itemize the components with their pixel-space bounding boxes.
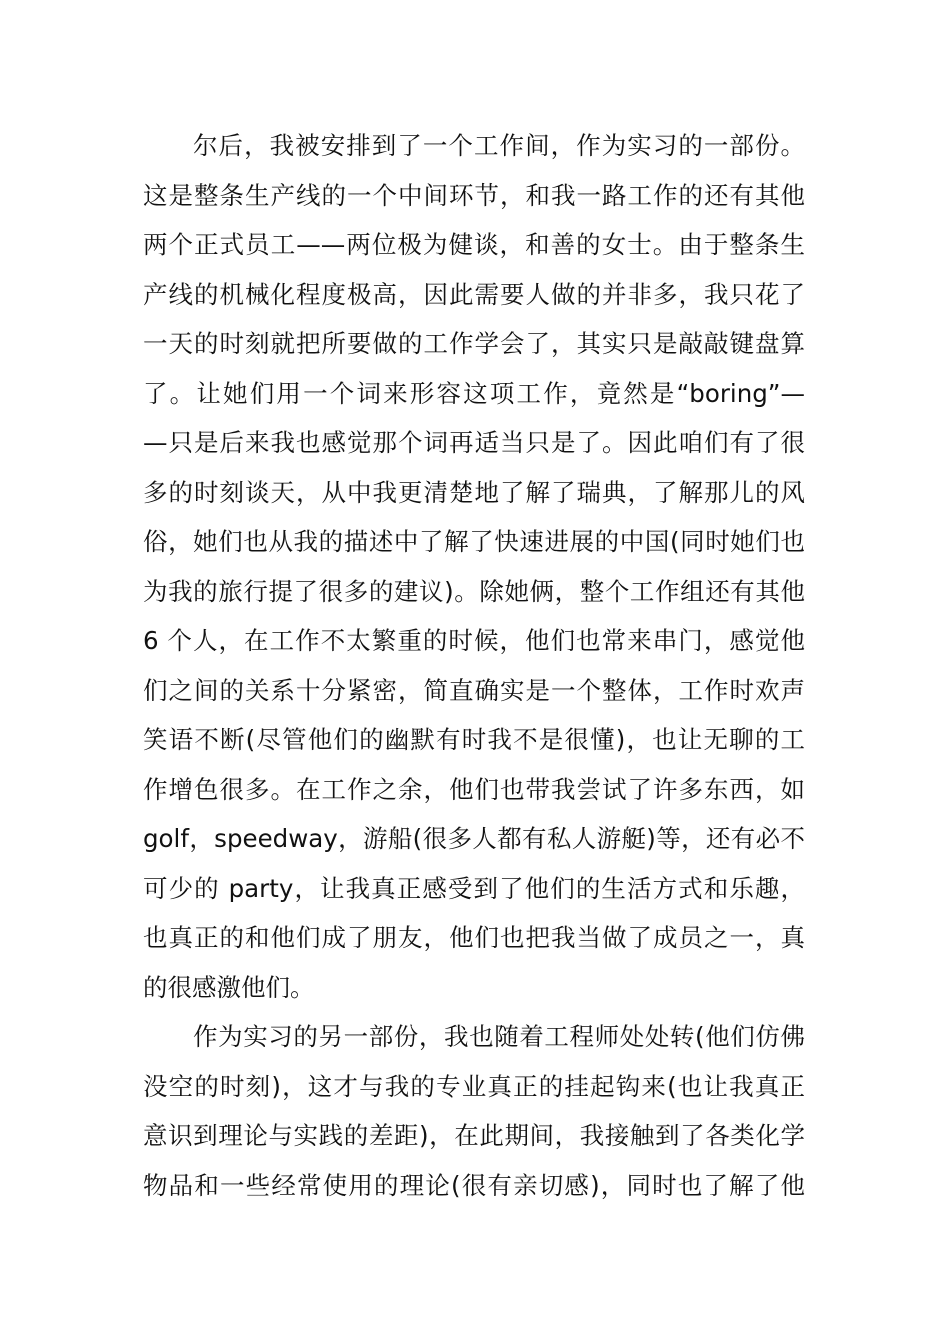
text-line: 了。让她们用一个词来形容这项工作，竟然是“boring”— [143,378,805,408]
text-line: 6 个人，在工作不太繁重的时候，他们也常来串门，感觉他 [143,626,805,655]
text-line: 多的时刻谈天，从中我更清楚地了解了瑞典，了解那儿的风 [143,477,805,507]
text-line: 笑语不断(尽管他们的幽默有时我不是很懂)，也让无聊的工 [143,725,805,754]
paragraph-1 [143,121,805,1012]
text-line: 物品和一些经常使用的理论(很有亲切感)，同时也了解了他 [143,1170,805,1200]
text-line: 一天的时刻就把所要做的工作学会了，其实只是敲敲键盘算 [143,329,805,358]
text-line: 可少的 party，让我真正感受到了他们的生活方式和乐趣， [143,873,805,903]
text-line: 也真正的和他们成了朋友，他们也把我当做了成员之一，真 [143,923,805,952]
text-line: 这是整条生产线的一个中间环节，和我一路工作的还有其他 [143,180,805,210]
text-line: golf，speedway，游船(很多人都有私人游艇)等，还有必不 [143,824,805,853]
body-text [143,121,805,1210]
text-line: —只是后来我也感觉那个词再适当只是了。因此咱们有了很 [143,428,805,457]
paragraph-2 [143,1012,805,1210]
text-line: 尔后，我被安排到了一个工作间，作为实习的一部份。 [193,131,805,160]
text-line: 作增色很多。在工作之余，他们也带我尝试了许多东西，如 [143,774,805,804]
text-line: 没空的时刻)，这才与我的专业真正的挂起钩来(也让我真正 [143,1071,805,1101]
text-line: 作为实习的另一部份，我也随着工程师处处转(他们仿佛 [193,1022,805,1051]
text-line: 产线的机械化程度极高，因此需要人做的并非多，我只花了 [143,279,805,309]
text-line: 为我的旅行提了很多的建议)。除她俩，整个工作组还有其他 [143,576,805,606]
text-line: 俗，她们也从我的描述中了解了快速进展的中国(同时她们也 [143,527,805,556]
text-line: 的很感激他们。 [143,972,315,1002]
text-line: 们之间的关系十分紧密，简直确实是一个整体，工作时欢声 [143,675,805,705]
text-line: 两个正式员工——两位极为健谈，和善的女士。由于整条生 [143,230,805,259]
text-line: 意识到理论与实践的差距)，在此期间，我接触到了各类化学 [143,1121,805,1150]
